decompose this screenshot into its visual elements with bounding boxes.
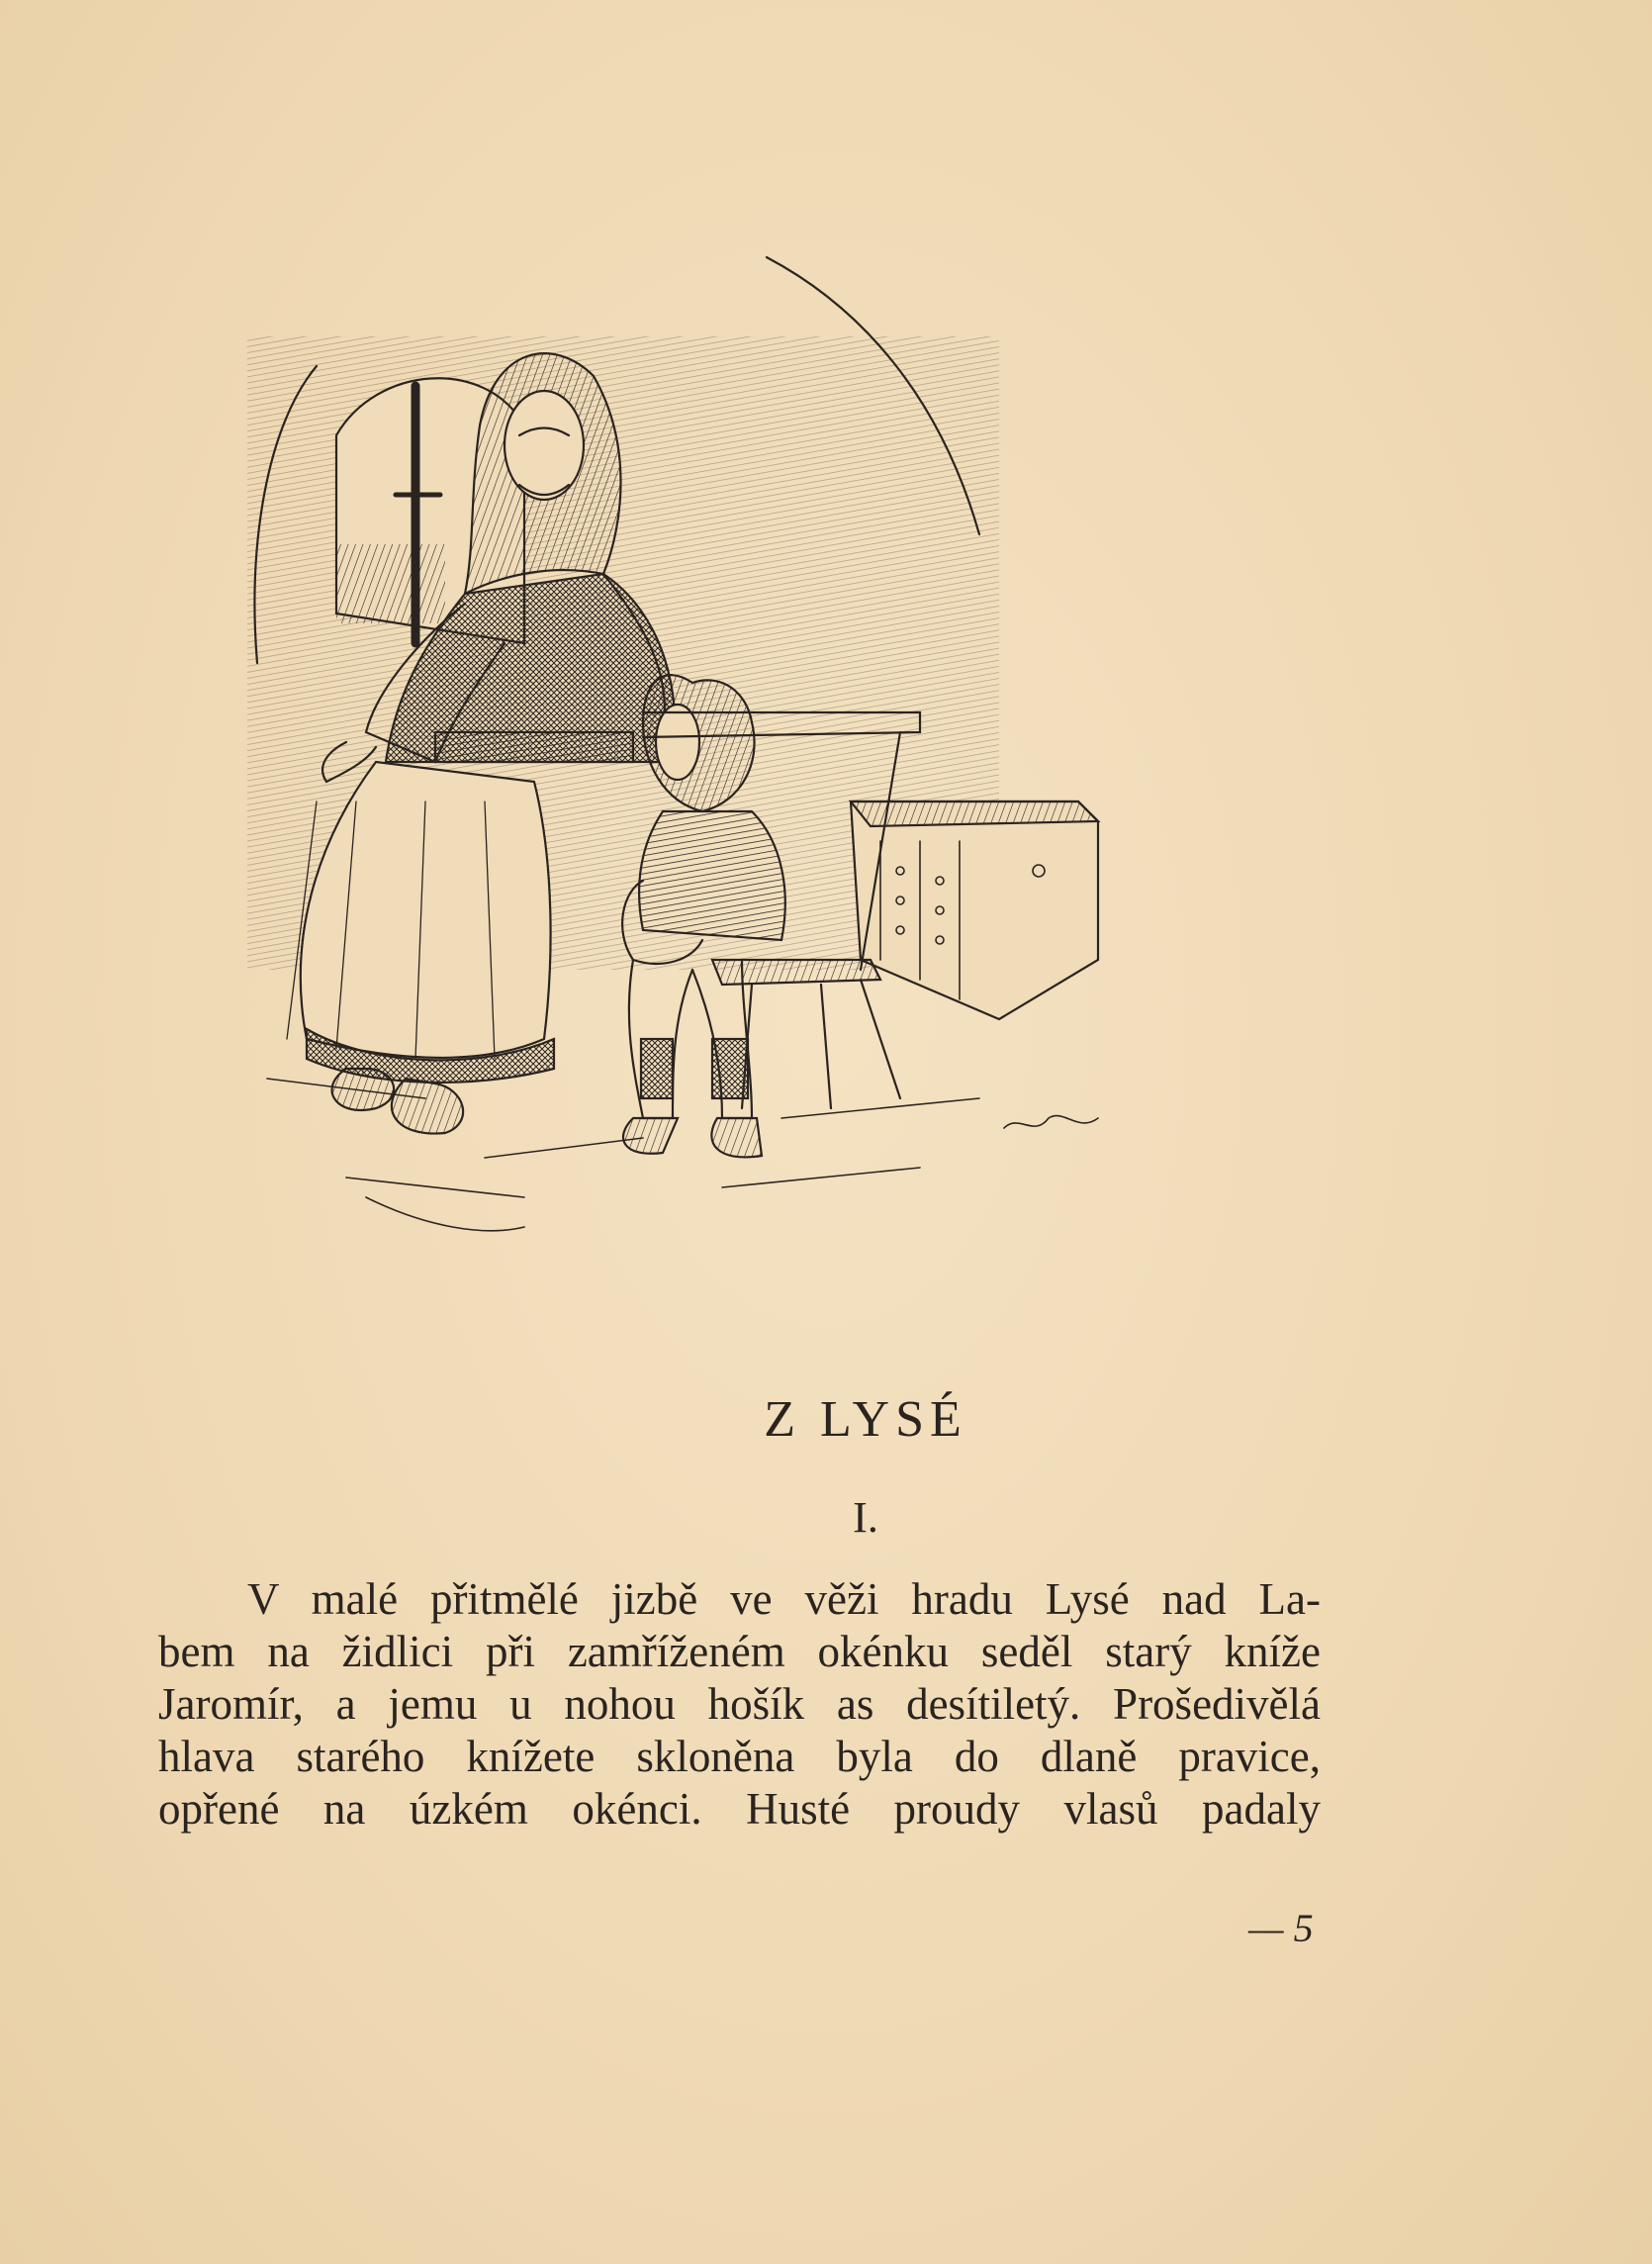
- ink-illustration: [228, 247, 1207, 1286]
- text-line: V malé přitmělé jizbě ve věži hradu Lysé nad La-: [247, 1574, 1321, 1624]
- text-line: bem na židlici při zamříženém okénku seděl starý kníže: [158, 1627, 1321, 1676]
- body-paragraph: [158, 1573, 1321, 1836]
- chapter-title: Z LYSÉ: [764, 1391, 967, 1448]
- text-line: hlava starého knížete skloněna byla do dlaně pravice,: [158, 1732, 1321, 1781]
- page-number: — 5: [1248, 1906, 1314, 1950]
- chapter-number: I.: [853, 1493, 878, 1542]
- text-line: opřené na úzkém okénci. Husté proudy vlasů padaly: [158, 1784, 1321, 1834]
- text-line: Jaromír, a jemu u nohou hošík as desítiletý. Prošedivělá: [158, 1679, 1321, 1729]
